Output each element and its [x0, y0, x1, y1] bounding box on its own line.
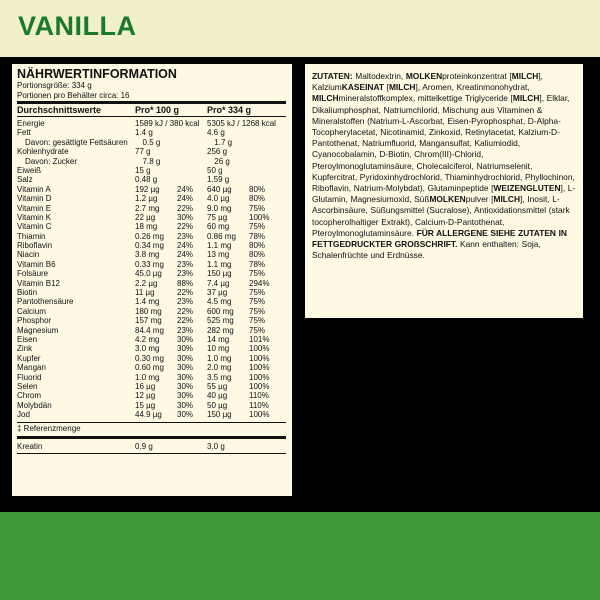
value-per-100g: 84.4 mg [135, 325, 164, 335]
nutrition-row [17, 260, 286, 269]
nutrition-row [17, 213, 286, 222]
value-per-100g: 0.60 mg [135, 363, 164, 373]
value-per-334g: 75 µg [207, 212, 228, 222]
ri-per-100g: 30% [177, 212, 194, 222]
nutrition-row [17, 250, 286, 259]
value-per-334g: 10 mg [207, 344, 230, 354]
ingredient-segment: Maltodextrin, [352, 71, 406, 81]
nutrition-row [17, 344, 286, 353]
ri-per-100g [177, 442, 207, 451]
ingredient-segment: Kann enthalten: Soja, Schalenfrüchte und Erdnüsse. [312, 239, 541, 261]
ri-per-334g [249, 128, 279, 137]
value-per-334g: 1.1 mg [207, 259, 232, 269]
value-per-334g: 3.0 g [207, 441, 225, 451]
nutrient-name: Vitamin C [17, 222, 52, 232]
value-per-100g: 7.8 g [142, 156, 161, 166]
ri-per-334g: 75% [249, 297, 266, 307]
ri-per-334g: 100% [249, 353, 270, 363]
ri-per-334g: 75% [249, 203, 266, 213]
ri-per-100g: 30% [177, 363, 194, 373]
ri-per-100g: 23% [177, 269, 194, 279]
value-per-100g: 3.8 mg [135, 250, 160, 260]
ri-per-100g: 30% [177, 410, 194, 420]
nutrition-row [17, 297, 286, 306]
value-per-334g: 13 mg [207, 250, 230, 260]
value-per-100g: 45.0 µg [135, 269, 162, 279]
ri-per-100g [177, 119, 207, 128]
ri-per-334g: 110% [249, 391, 269, 401]
ri-per-334g: 75% [249, 316, 266, 326]
ingredient-segment: ], Elklar, Dikaliumphosphat, Natriumchlorid, Mischung aus Vitaminen & Mineralstoffen (Natrium-L-Ascorbat, Eisen-Pyrophosphat, D-Alpha-Tocopherylacetat, Nicotinamid, Zinkoxid, Retinylacetat, Kalzium-D-Pantothenat, Natriumfluorid, Mangansulfat, Kaliumiodid, Cyanocobalamin, D-Biotin, Chrom(III)-Chlorid, Pteroylmonoglutaminsäure, Cholecalciferol, Natriumselenit, Kupfercitrat, Pyridoxinhydrochlorid, Thiaminhydrochlorid, Phyllochinon, Riboflavin, Natrium-Molybdat), Glutaminpeptide [ [312, 93, 575, 194]
nutrition-row [17, 363, 286, 372]
nutrition-row [17, 119, 286, 128]
ri-per-100g [177, 166, 207, 175]
nutrient-name: Selen [17, 381, 38, 391]
value-per-334g: 1.0 mg [207, 353, 232, 363]
value-per-100g: 0.48 g [135, 175, 158, 185]
value-per-334g: 1.59 g [207, 175, 230, 185]
value-per-100g: 1.4 mg [135, 297, 160, 307]
ri-per-100g: 30% [177, 344, 194, 354]
nutrient-name: Thiamin [17, 231, 46, 241]
nutrition-row [17, 194, 286, 203]
nutrient-name: Molybdän [17, 400, 52, 410]
nutrient-name: Salz [17, 175, 33, 185]
footnote: ‡ Referenzmenge [17, 423, 81, 433]
nutrition-rows [17, 119, 286, 420]
ri-per-334g: 100% [249, 344, 270, 354]
ri-per-334g: 78% [249, 259, 266, 269]
value-per-334g: 282 mg [207, 325, 234, 335]
nutrient-name: Magnesium [17, 325, 59, 335]
value-per-334g: 150 µg [207, 410, 232, 420]
nutrition-inner [17, 67, 286, 454]
nutrition-row [17, 232, 286, 241]
nutrition-header-row [17, 104, 286, 116]
divider [17, 436, 286, 439]
ri-per-334g [249, 119, 279, 128]
nutrient-name: Calcium [17, 306, 46, 316]
ri-per-334g: 100% [249, 372, 270, 382]
ingredient-segment: mineralstoffkomplex, mittelkettige Triglyceride [ [338, 93, 513, 104]
ri-per-334g [249, 442, 279, 451]
nutrition-row [17, 204, 286, 213]
ri-per-100g: 30% [177, 353, 194, 363]
ri-per-334g: 80% [249, 241, 266, 251]
ri-per-334g: 75% [249, 325, 266, 335]
ri-per-334g: 80% [249, 184, 266, 194]
nutrition-row [17, 335, 286, 344]
ingredient-segment: ], Inosit, L-Ascorbinsäure, Süßungsmittel (Sucralose), Antioxidationsmittel (stark tocopherolhaltiger Extrakt), Calcium-D-Pantothenat, Pteroylmonoglutaminsäure. [312, 194, 570, 238]
nutrition-row [17, 138, 286, 147]
value-per-100g: 1589 kJ / 380 kcal [135, 119, 200, 128]
ri-per-100g: 22% [177, 203, 194, 213]
value-per-100g: 11 µg [135, 288, 155, 298]
nutrient-name: Folsäure [17, 269, 49, 279]
value-per-100g: 77 g [135, 147, 151, 157]
value-per-334g: 7.4 µg [207, 278, 230, 288]
nutrition-row [17, 279, 286, 288]
value-per-334g: 1.7 g [214, 137, 233, 147]
ri-per-100g [177, 175, 207, 184]
nutrition-row [17, 128, 286, 137]
value-per-334g: 14 mg [207, 334, 230, 344]
value-per-100g: 15 µg [135, 400, 156, 410]
nutrition-row [17, 373, 286, 382]
value-per-100g: 4.2 mg [135, 334, 160, 344]
ri-per-334g: 100% [249, 363, 270, 373]
footer-band [0, 512, 600, 600]
portions-per-container: Portionen pro Behälter circa: 16 [17, 90, 130, 100]
ri-per-334g [249, 175, 279, 184]
nutrient-name: Jod [17, 410, 30, 420]
nutrition-row [17, 391, 286, 400]
nutrient-name: Kupfer [17, 353, 41, 363]
ri-per-334g: 110% [249, 400, 269, 410]
value-per-100g: 1.4 g [135, 128, 153, 138]
header-per-334g: Pro* 334 g [207, 105, 252, 115]
value-per-100g: 0.26 mg [135, 231, 164, 241]
ri-per-100g: 23% [177, 259, 194, 269]
nutrition-row [17, 316, 286, 325]
header-band [0, 0, 600, 57]
nutrition-row [17, 382, 286, 391]
ri-per-100g: 22% [177, 288, 194, 298]
value-per-334g: 55 µg [207, 381, 228, 391]
ingredient-segment: ], Aromen, Kreatinmonohydrat, [415, 82, 530, 93]
value-per-334g: 40 µg [207, 391, 228, 401]
value-per-100g: 44.9 µg [135, 410, 162, 420]
ri-per-334g: 75% [249, 269, 266, 279]
ri-per-100g: 24% [177, 250, 194, 260]
value-per-334g: 600 mg [207, 306, 234, 316]
nutrition-row [17, 442, 286, 451]
value-per-334g: 1.1 mg [207, 241, 232, 251]
nutrition-row [17, 147, 286, 156]
ri-per-100g [184, 138, 214, 147]
value-per-100g: 0.34 mg [135, 241, 164, 251]
ri-per-334g: 80% [249, 194, 266, 204]
ri-per-334g: 80% [249, 250, 266, 260]
value-per-334g: 60 mg [207, 222, 230, 232]
ri-per-100g [177, 128, 207, 137]
ri-per-100g: 30% [177, 381, 194, 391]
value-per-100g: 16 µg [135, 381, 156, 391]
value-per-100g: 157 mg [135, 316, 162, 326]
nutrient-name: Pantothensäure [17, 297, 74, 307]
ingredient-segment: pulver [ [465, 194, 494, 205]
value-per-334g: 5305 kJ / 1268 kcal [207, 119, 276, 128]
nutrition-row [17, 401, 286, 410]
nutrient-name: Phosphor [17, 316, 52, 326]
header-per-100g: Pro* 100 g [135, 105, 180, 115]
nutrient-name: Eiweiß [17, 165, 42, 175]
nutrient-name: Eisen [17, 334, 38, 344]
ingredient-segment: MOLKEN [405, 71, 443, 81]
value-per-334g: 3.5 mg [207, 372, 232, 382]
ri-per-100g [184, 157, 214, 166]
ri-per-100g: 23% [177, 231, 194, 241]
ri-per-334g: 100% [249, 212, 270, 222]
value-per-100g: 0.9 g [135, 441, 153, 451]
ri-per-100g: 30% [177, 391, 194, 401]
nutrition-row [17, 326, 286, 335]
nutrition-row [17, 166, 286, 175]
value-per-334g: 26 g [214, 156, 230, 166]
value-per-100g: 180 mg [135, 306, 162, 316]
value-per-100g: 1.0 mg [135, 372, 160, 382]
value-per-334g: 37 µg [207, 288, 228, 298]
value-per-334g: 9.0 mg [207, 203, 232, 213]
ingredient-segment: MILCH [511, 71, 539, 81]
ingredient-segment: proteinkonzentrat [ [442, 71, 512, 81]
ri-per-100g: 30% [177, 372, 194, 382]
portion-size: Portionsgröße: 334 g [17, 81, 92, 90]
divider [17, 116, 286, 117]
value-per-334g: 2.0 mg [207, 363, 232, 373]
ri-per-100g: 24% [177, 241, 194, 251]
ingredients-panel [305, 64, 583, 318]
value-per-100g: 3.0 mg [135, 344, 160, 354]
value-per-100g: 2.2 µg [135, 278, 158, 288]
ingredient-segment: WEIZENGLUTEN [493, 183, 561, 194]
ri-per-100g: 24% [177, 184, 194, 194]
nutrient-name: Kohlenhydrate [17, 147, 69, 157]
value-per-100g: 0.30 mg [135, 353, 164, 363]
ingredient-segment: ], Kalzium [312, 71, 543, 93]
ri-per-334g: 101% [249, 334, 270, 344]
ri-per-334g: 100% [249, 381, 270, 391]
nutrient-name: Biotin [17, 288, 38, 298]
ingredient-segment: MOLKEN [429, 194, 466, 205]
ingredient-segment: [ [383, 82, 389, 93]
ri-per-100g [177, 147, 207, 156]
ri-per-100g: 23% [177, 325, 194, 335]
nutrient-name: Niacin [17, 250, 40, 260]
ri-per-334g: 100% [249, 410, 270, 420]
nutrient-name: Fluorid [17, 372, 42, 382]
product-flavor-title: VANILLA [18, 11, 137, 41]
ri-per-100g: 22% [177, 222, 194, 232]
value-per-100g: 0.33 mg [135, 259, 164, 269]
ri-per-334g [256, 138, 286, 147]
nutrient-name: Fett [17, 128, 31, 138]
value-per-334g: 4.0 µg [207, 194, 230, 204]
nutrient-name: Davon: gesättigte Fettsäuren [25, 137, 128, 147]
value-per-100g: 192 µg [135, 184, 160, 194]
value-per-334g: 4.6 g [207, 128, 225, 138]
ri-per-100g: 88% [177, 278, 194, 288]
ingredient-segment: KASEINAT [341, 82, 384, 93]
ri-per-334g: 294% [249, 278, 270, 288]
nutrient-name: Kreatin [17, 441, 43, 451]
ingredient-segment: MILCH [312, 93, 339, 104]
ri-per-334g [249, 147, 279, 156]
nutrient-name: Riboflavin [17, 241, 53, 251]
nutrient-name: Vitamin B6 [17, 259, 56, 269]
extra-rows [17, 442, 286, 451]
value-per-100g: 12 µg [135, 391, 156, 401]
value-per-334g: 525 mg [207, 316, 234, 326]
ri-per-334g [249, 166, 279, 175]
nutrition-panel [12, 64, 292, 496]
value-per-334g: 150 µg [207, 269, 232, 279]
nutrient-name: Vitamin B12 [17, 278, 60, 288]
nutrition-row [17, 175, 286, 184]
nutrient-name: Vitamin D [17, 194, 52, 204]
ri-per-334g [256, 157, 286, 166]
ingredient-segment: MILCH [512, 93, 540, 104]
value-per-100g: 22 µg [135, 212, 156, 222]
nutrition-row [17, 241, 286, 250]
nutrient-name: Vitamin A [17, 184, 51, 194]
value-per-334g: 4.5 mg [207, 297, 232, 307]
value-per-334g: 50 g [207, 165, 223, 175]
ri-per-100g: 22% [177, 316, 194, 326]
nutrition-row [17, 185, 286, 194]
value-per-100g: 15 g [135, 165, 151, 175]
value-per-100g: 18 mg [135, 222, 158, 232]
value-per-100g: 2.7 mg [135, 203, 160, 213]
nutrient-name: Vitamin K [17, 212, 52, 222]
nutrient-name: Vitamin E [17, 203, 52, 213]
ri-per-334g: 75% [249, 288, 266, 298]
ingredient-segment: ], L-Glutamin, Magnesiumoxid, Süß [312, 183, 576, 205]
ri-per-100g: 24% [177, 194, 194, 204]
nutrition-row [17, 157, 286, 166]
ingredient-segment: MILCH [388, 82, 416, 93]
nutrition-row [17, 269, 286, 278]
nutrient-name: Energie [17, 119, 45, 128]
value-per-334g: 0.86 mg [207, 231, 236, 241]
ingredient-segment: MILCH [493, 194, 521, 205]
value-per-334g: 640 µg [207, 184, 232, 194]
ingredient-segment: FÜR ALLERGENE SIEHE ZUTATEN IN FETTGEDRUCKTER GROẞSCHRIFT. [312, 227, 567, 250]
nutrition-row [17, 410, 286, 419]
ri-per-334g: 78% [249, 231, 266, 241]
value-per-334g: 50 µg [207, 400, 228, 410]
nutrition-heading: NÄHRWERTINFORMATION [17, 67, 177, 81]
nutrition-row [17, 354, 286, 363]
ri-per-100g: 23% [177, 297, 194, 307]
nutrient-name: Davon: Zucker [25, 156, 78, 166]
value-per-334g: 256 g [207, 147, 228, 157]
nutrient-name: Zink [17, 344, 33, 354]
value-per-100g: 1.2 µg [135, 194, 158, 204]
header-label: Durchschnittswerte [17, 105, 102, 115]
ri-per-100g: 22% [177, 306, 194, 316]
ri-per-100g: 30% [177, 400, 194, 410]
nutrient-name: Mangan [17, 363, 46, 373]
ri-per-100g: 30% [177, 334, 194, 344]
nutrition-row [17, 307, 286, 316]
nutrition-row [17, 222, 286, 231]
nutrient-name: Chrom [17, 391, 42, 401]
ingredients-label: ZUTATEN: [312, 71, 353, 81]
nutrition-row [17, 288, 286, 297]
ri-per-334g: 75% [249, 222, 266, 232]
value-per-100g: 0.5 g [142, 137, 161, 147]
ingredients-text [312, 71, 576, 261]
divider [17, 453, 286, 454]
ri-per-334g: 75% [249, 306, 266, 316]
